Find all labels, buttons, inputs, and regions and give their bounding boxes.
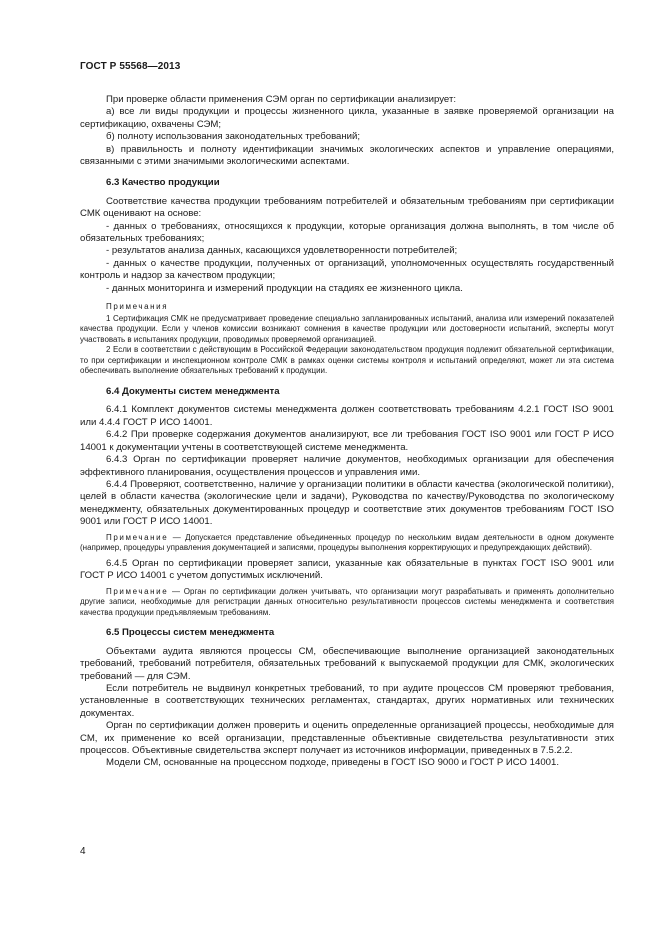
s63-note-2: 2 Если в соответствии с действующим в Российской Федерации законодательством продукция подлежит обязательной сертификации, то при сертификации и инспекционном контроле СМК в рамках оценки системы контроля и испытаний определяют, может ли эта система обеспечивать выполнение обязательных требований к продукции. bbox=[80, 345, 614, 376]
s65-para: Модели СМ, основанные на процессном подходе, приведены в ГОСТ ISO 9000 и ГОСТ Р ИСО 14001. bbox=[106, 757, 559, 769]
section-6-3-title: 6.3 Качество продукции bbox=[106, 177, 220, 189]
s64-para: 6.4.3 Орган по сертификации проверяет наличие документов, необходимых организации для обеспечения эффективного планирования, осуществления процессов и управления ими. bbox=[80, 454, 614, 478]
page-content bbox=[80, 94, 614, 770]
intro-item-b: б) полноту использования законодательных требований; bbox=[106, 131, 361, 143]
note-text: — Допускается представление объединенных процедур по нескольким видам деятельности в одном документе (например, процедуры управления документацией и записями, процедуры выполнения корректирующих и предупреждающих действий). bbox=[80, 532, 614, 553]
section-6-5-title: 6.5 Процессы систем менеджмента bbox=[106, 627, 275, 639]
s64-para: 6.4.2 При проверке содержания документов анализируют, все ли требования ГОСТ ISO 9001 или ГОСТ Р ИСО 14001 к документации учтены в соответствующей системе менеджмента. bbox=[80, 429, 614, 453]
s65-para: Если потребитель не выдвинул конкретных требований, то при аудите процессов СМ проверяют требования, установленные в соответствующих технических регламентах, стандартах, других нормативных или технических документах. bbox=[80, 682, 614, 719]
s63-notes-title: Примечания bbox=[106, 302, 169, 312]
s63-item: - данных о требованиях, относящихся к продукции, которые организация должна выполнять, в том числе об обязательных требованиях; bbox=[80, 220, 614, 245]
s63-note-1: 1 Сертификация СМК не предусматривает проведение специально запланированных испытаний, анализа или измерений показателей качества продукции. Если у членов комиссии возникают сомнения в качестве продукции или достоверности испытаний, эксперты могут участвовать в испытаниях продукции, проводимых проверяемой организацией. bbox=[80, 313, 614, 344]
s65-para: Объектами аудита являются процессы СМ, обеспечивающие выполнение организацией законодательных требований, требований потребителя, обязательных требований к выпускаемой продукции для СМК, экологических требований — для СЭМ. bbox=[80, 645, 614, 682]
s64-para: 6.4.4 Проверяют, соответственно, наличие у организации политики в области качества (экологической политики), целей в области качества (экологические цели и задачи), Руководства по качеству/Руководства по экологическому менеджменту, обязательных документированных процедур и соответствие этих документов требованиям ГОСТ ISO 9001 или ГОСТ Р ИСО 14001. bbox=[80, 478, 614, 528]
page-number: 4 bbox=[80, 846, 86, 857]
note-label: Примечание bbox=[106, 586, 169, 596]
intro-lead: При проверке области применения СЭМ орган по сертификации анализирует: bbox=[106, 94, 456, 105]
intro-item-c: в) правильность и полноту идентификации значимых экологических аспектов и управление операциями, связанными с этими значимыми экологическими аспектами. bbox=[80, 143, 614, 168]
s65-para: Орган по сертификации должен проверить и оценить определенные организацией процессы, необходимые для СМ, их применение ко всей организации, представленные объективные свидетельства результативности этих процессов. Объективные свидетельства эксперт получает из источников информации, приведенных в 7.5.2.2. bbox=[80, 720, 614, 756]
s63-item: - данных о качестве продукции, полученных от организаций, уполномоченных осуществлять государственный контроль и надзор за качеством продукции; bbox=[80, 257, 614, 282]
s64-note-1 bbox=[80, 533, 614, 554]
note-label: Примечание bbox=[106, 532, 169, 542]
s63-item: - данных мониторинга и измерений продукции на стадиях ее жизненного цикла. bbox=[106, 282, 463, 294]
s64-para-5: 6.4.5 Орган по сертификации проверяет записи, указанные как обязательные в пунктах ГОСТ ISO 9001 или ГОСТ Р ИСО 14001 с учетом допустимых исключений. bbox=[80, 557, 614, 582]
note-text: — Орган по сертификации должен учитывать, что организации могут разрабатывать и применять дополнительно другие записи, необходимые для регистрации данных относительно результативности процессов системы менеджмента и соответствия качества продукции предъявляемым требованиям. bbox=[80, 586, 614, 617]
s64-para: 6.4.1 Комплект документов системы менеджмента должен соответствовать требованиям 4.2.1 ГОСТ ISO 9001 или 4.4.4 ГОСТ Р ИСО 14001. bbox=[80, 404, 614, 428]
section-6-4-title: 6.4 Документы систем менеджмента bbox=[106, 386, 280, 398]
document-header: ГОСТ Р 55568—2013 bbox=[80, 61, 181, 72]
intro-item-a: а) все ли виды продукции и процессы жизненного цикла, указанные в заявке проверяемой организации на сертификацию, охвачены СЭМ; bbox=[80, 106, 614, 130]
s63-lead: Соответствие качества продукции требованиям потребителей и обязательным требованиям при сертификации СМК оценивают на основе: bbox=[80, 195, 614, 220]
s63-item: - результатов анализа данных, касающихся удовлетворенности потребителей; bbox=[106, 245, 458, 257]
s64-note-2 bbox=[80, 587, 614, 619]
